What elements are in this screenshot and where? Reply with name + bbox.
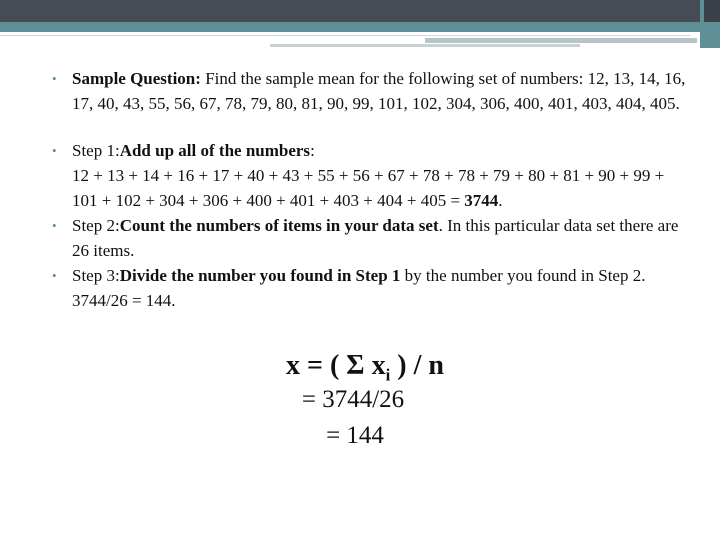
step-1-prefix: Step 1: (72, 141, 120, 160)
step-3-text: by the number you found in Step 2. 3744/26 = 144. (72, 266, 646, 310)
step-1-result: 3744 (464, 191, 499, 210)
step-1-bold: Add up all of the numbers (119, 141, 311, 160)
bullet-step-2 (52, 213, 692, 263)
formula-substitution: = 3744/26 (301, 386, 405, 413)
formula-result: = 144 (326, 422, 384, 449)
sample-question-label: Sample Question: (72, 69, 201, 88)
step-2-bold: Count the numbers of items in your data set (119, 216, 439, 235)
step-3-bold: Divide the number you found in Step 1 (119, 266, 401, 285)
bullet-step-1 (52, 138, 692, 213)
step-2-prefix: Step 2: (72, 216, 120, 235)
bullet-icon: • (52, 218, 57, 233)
bullet-step-3 (52, 263, 692, 313)
header-rule-accent (425, 38, 697, 43)
bullet-sample-question (52, 66, 692, 116)
header-bar (0, 0, 720, 22)
step-1-end: . (498, 191, 503, 210)
bullet-icon: • (52, 143, 57, 158)
step-1-text: : (310, 141, 315, 160)
formula-line1-b: ) / n (390, 350, 444, 381)
bullet-icon: • (52, 268, 57, 283)
header-rule-accent-2 (270, 44, 580, 47)
header-accent-bar (0, 22, 720, 32)
sample-question-text: Find the sample mean for the following set of numbers: 12, 13, 14, 16, 17, 40, 43, 55, 56, 67, 78, 79, 80, 81, 90, 99, 101, 102, 304, 306, 400, 401, 403, 404, 405. (72, 69, 686, 113)
formula-subscript: i (385, 365, 391, 385)
header-rule (0, 35, 690, 36)
formula-line1-a: x = ( Σ x (286, 350, 386, 381)
step-1-equation: 12 + 13 + 14 + 16 + 17 + 40 + 43 + 55 + 56 + 67 + 78 + 78 + 79 + 80 + 81 + 90 + 99 + 101 + 102 + 304 + 306 + 400 + 401 + 403 + 404 + 405 = (72, 166, 665, 210)
slide-content (52, 66, 692, 313)
step-2-text: . In this particular data set there are 26 items. (72, 216, 679, 260)
bullet-icon: • (52, 71, 57, 86)
formula-mean (5, 350, 720, 386)
header-corner-dark (704, 0, 720, 22)
step-3-prefix: Step 3: (72, 266, 120, 285)
